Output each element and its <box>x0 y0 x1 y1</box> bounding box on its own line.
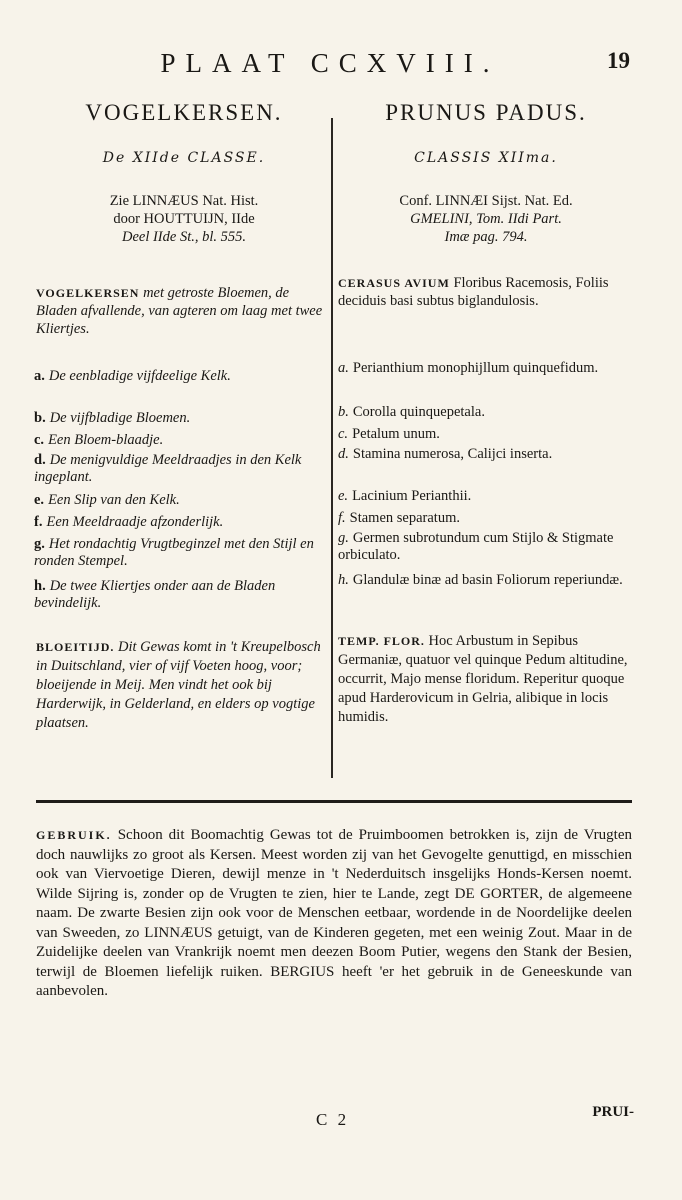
ref-line: Imæ pag. 794. <box>444 229 528 245</box>
plate-title: PLAAT CCXVIII. <box>160 48 500 78</box>
description-text: Floribus Racemosis, Foliis deciduis basi subtus biglandulosis. <box>338 275 609 309</box>
ref-line: GMELINI, Tom. IIdi Part. <box>410 211 562 227</box>
ref-line: door HOUTTUIJN, IIde <box>113 211 255 227</box>
list-item: a. De eenbladige vijfdeelige Kelk. <box>34 368 231 384</box>
gebruik-text: Schoon dit Boomachtig Gewas tot de Pruimboomen betrokken is, zijn de Vrugten doch nauwlijks zo groot als Kersen. Meest worden zij van het Gevogelte genuttigd, en misschien ook van Viervoetige Dieren, dewijl menze in 't Nederduitsch insgelijks Honds-Kersen noemt. Wilde Sijring is, zonder op de Vrugten te zien, hier te Lande, zegt DE GORTER, de algemeene naam. De zwarte Besien zijn ook voor de Menschen eetbaar, wordende in de Noordelijke deelen van Sweeden, zo LINNÆUS getuigt, van de Kinderen gegeten, met een weinig Zout. Maar in de Zuidelijke deelen van Vrankrijk noemt men deezen Boom Putier, wegens den Stank der Besien, terwijl de Bloemen liefelijk ruiken. BERGIUS heeft 'er het gebruik in de Geneeskunde van aanbevolen. <box>36 827 632 999</box>
dutch-class-line: De XIIde CLASSE. <box>102 150 266 166</box>
temp-flor-lead: TEMP. FLOR. <box>338 634 425 648</box>
description-text: met getroste Bloemen, de Bladen afvallende, van agteren om laag met twee Kliertjes. <box>36 285 323 337</box>
dutch-reference <box>36 192 332 246</box>
section-rule <box>36 800 632 803</box>
list-item: d. Stamina numerosa, Calijci inserta. <box>338 446 553 462</box>
signature-mark: C 2 <box>316 1110 350 1129</box>
description-lead: CERASUS AVIUM <box>338 276 450 290</box>
list-item: h. Glandulæ binæ ad basin Foliorum reperiundæ. <box>338 572 623 588</box>
dutch-bloeitijd <box>36 638 328 733</box>
list-item: d. De menigvuldige Meeldraadjes in den Kelk ingeplant. <box>34 452 302 485</box>
list-item: g. Het rondachtig Vrugtbeginzel met den Stijl en ronden Stempel. <box>34 536 314 569</box>
list-item: h. De twee Kliertjes onder aan de Bladen bevindelijk. <box>34 578 276 611</box>
gebruik-lead: GEBRUIK. <box>36 828 112 842</box>
latin-column <box>340 100 632 246</box>
ref-line: Conf. LINNÆI Sijst. Nat. Ed. <box>399 193 573 209</box>
list-item: f. Een Meeldraadje afzonderlijk. <box>34 514 224 530</box>
list-item: a. Perianthium monophijllum quinquefidum. <box>338 360 599 376</box>
list-item: e. Een Slip van den Kelk. <box>34 492 180 508</box>
latin-reference <box>340 192 632 246</box>
list-item: b. De vijfbladige Bloemen. <box>34 410 191 426</box>
catchword: PRUI- <box>592 1104 634 1120</box>
gebruik-paragraph <box>36 826 632 1002</box>
list-item: c. Petalum unum. <box>338 426 440 442</box>
list-item: b. Corolla quinquepetala. <box>338 404 485 420</box>
page-number: 19 <box>607 48 630 73</box>
dutch-column <box>36 100 332 246</box>
list-item: e. Lacinium Perianthii. <box>338 488 472 504</box>
list-item: g. Germen subrotundum cum Stijlo & Stigmate orbiculato. <box>338 530 614 563</box>
list-item: c. Een Bloem-blaadje. <box>34 432 164 448</box>
ref-line: Zie LINNÆUS Nat. Hist. <box>109 193 259 209</box>
description-lead: VOGELKERSEN <box>36 286 140 300</box>
bloeitijd-lead: BLOEITIJD. <box>36 640 115 654</box>
dutch-title: VOGELKERSEN. <box>85 100 283 125</box>
latin-description <box>338 274 632 310</box>
list-item: f. Stamen separatum. <box>338 510 460 526</box>
latin-title: PRUNUS PADUS. <box>385 100 587 125</box>
bloeitijd-text: Dit Gewas komt in 't Kreupelbosch in Duitschland, vier of vijf Voeten hoog, voor; bloeijende in Meij. Men vindt het ook bij Harderwijk, in Gelderland, en elders op vogtige plaatsen. <box>36 639 321 731</box>
ref-line: Deel IIde St., bl. 555. <box>121 229 247 245</box>
dutch-description <box>36 284 328 338</box>
latin-temp-flor <box>338 632 632 727</box>
temp-flor-text: Hoc Arbustum in Sepibus Germaniæ, quatuor vel quinque Pedum altitudine, occurrit, Majo mense floridum. Reperitur quoque apud Harderovicum in Gelria, alibique in locis humidis. <box>338 633 628 725</box>
latin-class-line: CLASSIS XIIma. <box>414 150 558 166</box>
